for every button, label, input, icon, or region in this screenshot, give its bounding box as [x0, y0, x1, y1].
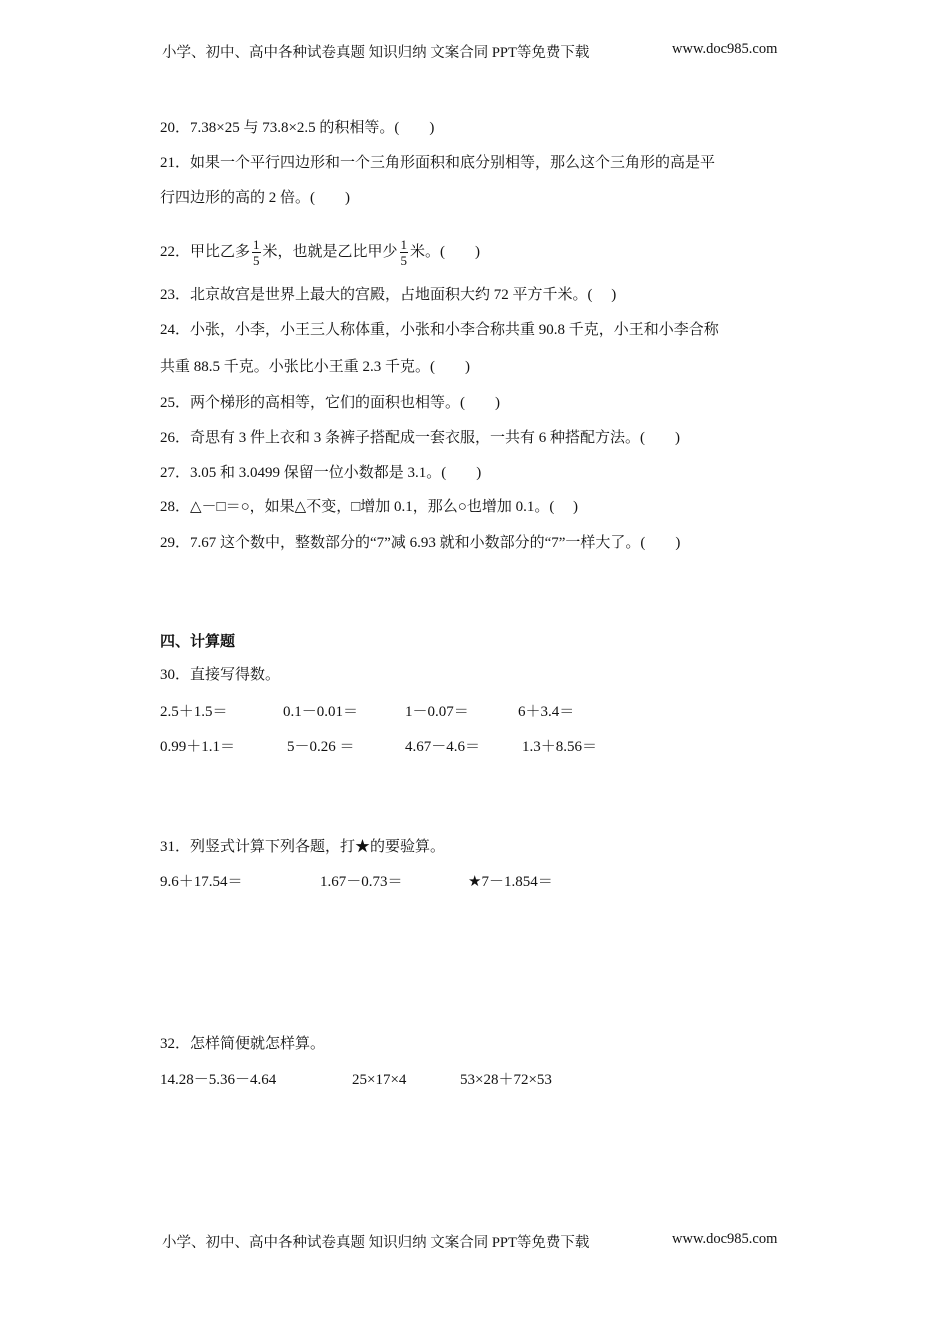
- calc-item: 5－0.26 ＝: [287, 739, 355, 755]
- calc-item: 9.6＋17.54＝: [160, 874, 243, 890]
- page-footer: [162, 1231, 778, 1252]
- calc-item: 1.3＋8.56＝: [522, 739, 598, 755]
- question-21-cont: 行四边形的高的 2 倍。( ): [160, 190, 350, 206]
- denominator: 5: [253, 253, 260, 268]
- q22-part-b: 米，也就是乙比甲少: [262, 243, 398, 260]
- header-text: 小学、初中、高中各种试卷真题 知识归纳 文案合同 PPT等免费下载: [162, 45, 590, 61]
- section-title: 四、计算题: [160, 634, 236, 650]
- question-26: 26．奇思有 3 件上衣和 3 条裤子搭配成一套衣服，一共有 6 种搭配方法。( ): [160, 430, 680, 446]
- fraction: [252, 237, 261, 268]
- question-32: 32．怎样简便就怎样算。: [160, 1036, 326, 1052]
- numerator: 1: [253, 237, 260, 252]
- fraction: [400, 237, 409, 268]
- question-20: 20．7.38×25 与 73.8×2.5 的积相等。( ): [160, 120, 435, 136]
- numerator: 1: [400, 237, 408, 252]
- calc-item: 25×17×4: [352, 1072, 407, 1088]
- page-header: [162, 41, 778, 62]
- calc-item: 0.99＋1.1＝: [160, 739, 236, 755]
- calc-item: 2.5＋1.5＝: [160, 704, 228, 720]
- calc-item: 1.67－0.73＝: [320, 874, 403, 890]
- question-24-cont: 共重 88.5 千克。小张比小王重 2.3 千克。( ): [160, 359, 470, 375]
- question-28: 28．△－□＝○，如果△不变，□增加 0.1，那么○也增加 0.1。( ): [160, 499, 579, 515]
- question-29: 29．7.67 这个数中，整数部分的“7”减 6.93 就和小数部分的“7”一样大了。( ): [160, 535, 681, 551]
- question-24: 24．小张，小李，小王三人称体重，小张和小李合称共重 90.8 千克，小王和小李合称: [160, 322, 719, 338]
- calc-item: ★7－1.854＝: [468, 874, 553, 890]
- question-21: 21．如果一个平行四边形和一个三角形面积和底分别相等，那么这个三角形的高是平: [160, 155, 716, 171]
- question-30: 30．直接写得数。: [160, 667, 281, 683]
- q22-part-c: 米。( ): [410, 243, 481, 260]
- footer-text: 小学、初中、高中各种试卷真题 知识归纳 文案合同 PPT等免费下载: [162, 1235, 590, 1251]
- question-25: 25．两个梯形的高相等，它们的面积也相等。( ): [160, 395, 500, 411]
- question-23: 23．北京故宫是世界上最大的宫殿，占地面积大约 72 平方千米。( ): [160, 287, 617, 303]
- question-31: 31．列竖式计算下列各题，打★的要验算。: [160, 839, 446, 855]
- question-27: 27．3.05 和 3.0499 保留一位小数都是 3.1。( ): [160, 465, 482, 481]
- calc-item: 4.67－4.6＝: [405, 739, 481, 755]
- header-url[interactable]: www.doc985.com: [672, 41, 778, 57]
- q22-part-a: 22．甲比乙多: [160, 243, 251, 260]
- question-22: [160, 237, 480, 268]
- calc-item: 6＋3.4＝: [518, 704, 575, 720]
- calc-item: 0.1－0.01＝: [283, 704, 359, 720]
- denominator: 5: [400, 253, 408, 268]
- calc-item: 14.28－5.36－4.64: [160, 1072, 277, 1088]
- calc-item: 1－0.07＝: [405, 704, 469, 720]
- calc-item: 53×28＋72×53: [460, 1072, 552, 1088]
- footer-url[interactable]: www.doc985.com: [672, 1231, 778, 1247]
